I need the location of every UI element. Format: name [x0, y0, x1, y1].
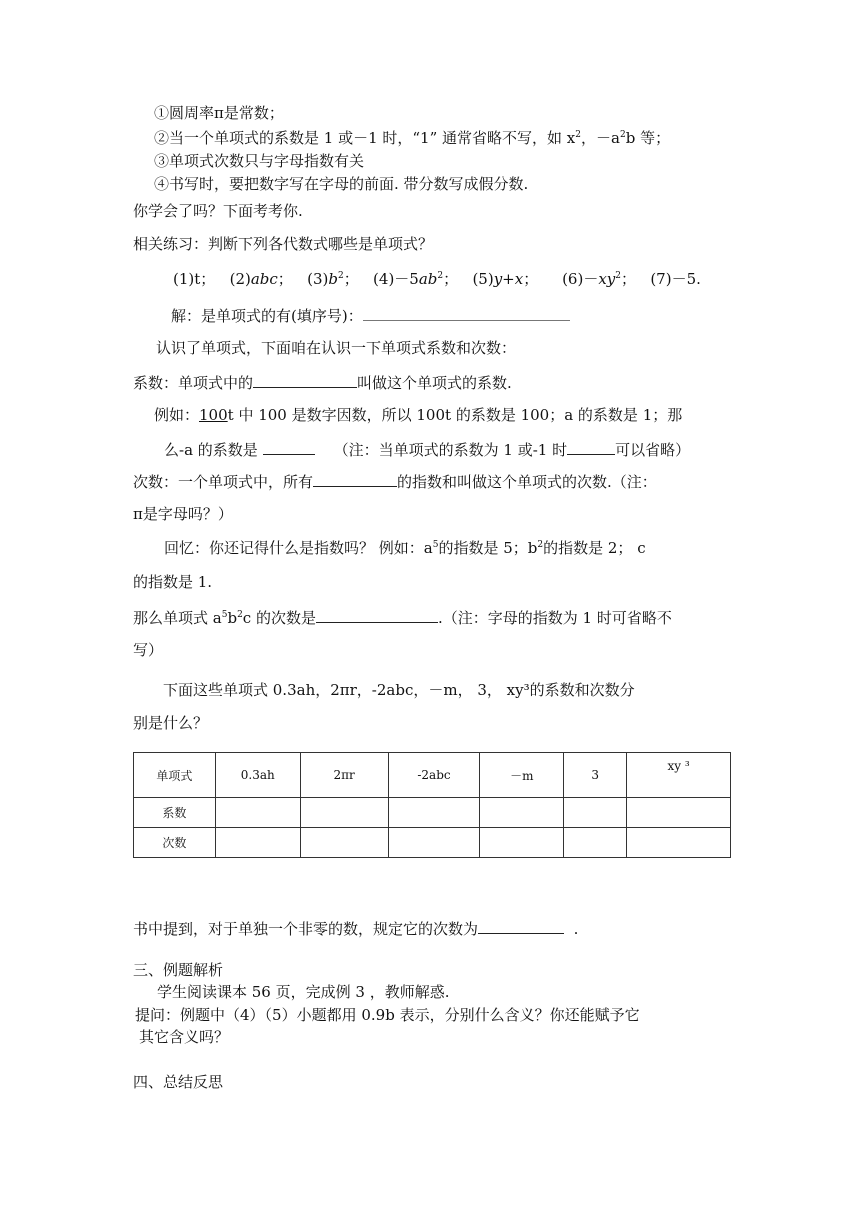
degree-blank[interactable] [313, 472, 397, 487]
recall-line-2: 的指数是 1. [133, 573, 213, 591]
degree-definition [133, 472, 657, 490]
coefficient-example [154, 408, 682, 423]
practice-items [173, 272, 701, 287]
superscript: 2 [619, 130, 626, 140]
monomial-table [133, 752, 731, 858]
table-cell[interactable] [627, 798, 731, 828]
table-cell[interactable] [627, 828, 731, 858]
header-cell: 单项式 [134, 753, 216, 798]
note-text: b 等； [625, 129, 671, 147]
lead-text: 认识了单项式，下面咱在认识一下单项式系数和次数： [156, 339, 517, 357]
item-3: $(3)b^2$； [307, 270, 359, 288]
degree-text: 那么单项式 a [133, 609, 222, 627]
coefficient-blank[interactable] [253, 373, 357, 388]
coefficient-example-2 [164, 440, 690, 458]
header-cell [627, 753, 731, 798]
neg-a-coef-blank[interactable] [263, 440, 315, 455]
item-5: (5)y+x； [472, 270, 539, 288]
note-text: ，－a [581, 129, 620, 147]
superscript: 2 [575, 130, 582, 140]
section-3-para-1: 学生阅读课本 56 页，完成例 3 ，教师解惑. [157, 983, 450, 1001]
header-cell: -2abc [388, 753, 480, 798]
degree-question-2: 写） [133, 641, 164, 659]
recall-text: 回忆：你还记得什么是指数吗？ 例如：a [164, 539, 433, 557]
note-pi-constant: ①圆周率π是常数； [154, 104, 284, 122]
header-cell: 2πr [300, 753, 388, 798]
degree-text: 的指数和叫做这个单项式的次数.（注： [397, 473, 657, 491]
coef-underlined: 100 [199, 406, 228, 424]
header-cell: 3 [564, 753, 627, 798]
superscript: 5 [432, 540, 439, 550]
coef-text: 叫做这个单项式的系数. [357, 374, 512, 392]
degree-pi-note: π是字母吗？） [133, 505, 233, 523]
superscript: 2 [537, 540, 544, 550]
answer-label: 解：是单项式的有(填序号)： [171, 307, 363, 325]
coef-text: 系数：单项式中的 [133, 374, 254, 392]
table-cell[interactable] [215, 828, 300, 858]
table-row [134, 798, 731, 828]
table-cell[interactable] [480, 828, 564, 858]
header-cell: 0.3ah [215, 753, 300, 798]
table-cell[interactable] [480, 798, 564, 828]
table-row [134, 828, 731, 858]
table-cell[interactable] [564, 828, 627, 858]
superscript: 5 [221, 610, 228, 620]
note-text: ②当一个单项式的系数是 1 或－1 时，“1” 通常省略不写，如 x [154, 129, 576, 147]
item-4: $(4)-5ab^2$； [373, 270, 459, 288]
table-cell[interactable] [215, 798, 300, 828]
coef-text: 么-a 的系数是 [164, 441, 258, 459]
recall-line [164, 541, 646, 556]
rule-text: 书中提到，对于单独一个非零的数，规定它的次数为 [133, 920, 479, 938]
item-6: $(6)-xy^2$； [562, 270, 637, 288]
coefficient-definition [133, 373, 512, 391]
table-question: 下面这些单项式 0.3ah，2πr，-2abc，－m， 3， xy³的系数和次数分 [163, 681, 635, 699]
note-writing-order: ④书写时，要把数字写在字母的前面. 带分数写成假分数. [154, 175, 529, 193]
section-3-title: 三、例题解析 [133, 961, 224, 979]
item-7: (7)－5. [650, 270, 701, 288]
item-2: (2)abc； [229, 270, 293, 288]
header-cell-text: xy ³ [667, 759, 690, 773]
section-4-title: 四、总结反思 [133, 1073, 224, 1091]
coef-text: t 中 100 是数字因数，所以 100t 的系数是 100；a 的系数是 1；那 [227, 406, 683, 424]
note-degree-exponent: ③单项式次数只与字母指数有关 [154, 152, 365, 170]
omit-blank[interactable] [567, 440, 615, 455]
recall-text: 的指数是 2； c [543, 539, 646, 557]
section-3-para-2: 提问：例题中（4）（5）小题都用 0.9b 表示，分别什么含义？你还能赋予它 [135, 1006, 640, 1024]
degree-text: c 的次数是 [242, 609, 316, 627]
intro-text: 你学会了吗？下面考考你. [133, 202, 303, 220]
coef-text: 例如： [154, 406, 200, 424]
table-cell[interactable] [300, 798, 388, 828]
table-header-row [134, 753, 731, 798]
degree-question [133, 608, 672, 626]
coef-text: （注：当单项式的系数为 1 或-1 时 [333, 441, 568, 459]
zero-degree-blank[interactable] [478, 919, 564, 934]
answer-blank[interactable] [363, 306, 570, 321]
coef-text: 可以省略） [615, 441, 691, 459]
monomial-degree-blank[interactable] [316, 608, 438, 623]
table-question-2: 别是什么？ [133, 714, 209, 732]
degree-text: .（注：字母的指数为 1 时可省略不 [437, 609, 672, 627]
row-label: 次数 [134, 828, 216, 858]
section-3-para-3: 其它含义吗？ [139, 1028, 230, 1046]
answer-line [171, 306, 570, 324]
table-cell[interactable] [388, 798, 480, 828]
degree-text: 次数：一个单项式中，所有 [133, 473, 314, 491]
note-coefficient-omit [154, 131, 670, 146]
zero-degree-rule [133, 919, 578, 937]
degree-text: b [227, 609, 238, 627]
recall-text: 的指数是 5；b [438, 539, 538, 557]
table-cell[interactable] [388, 828, 480, 858]
header-cell: －m [480, 753, 564, 798]
superscript: 2 [237, 610, 243, 620]
practice-title: 相关练习：判断下列各代数式哪些是单项式？ [133, 235, 434, 253]
item-1: (1)t； [173, 270, 216, 288]
row-label: 系数 [134, 798, 216, 828]
table-cell[interactable] [564, 798, 627, 828]
table-cell[interactable] [300, 828, 388, 858]
rule-text: . [573, 920, 579, 938]
